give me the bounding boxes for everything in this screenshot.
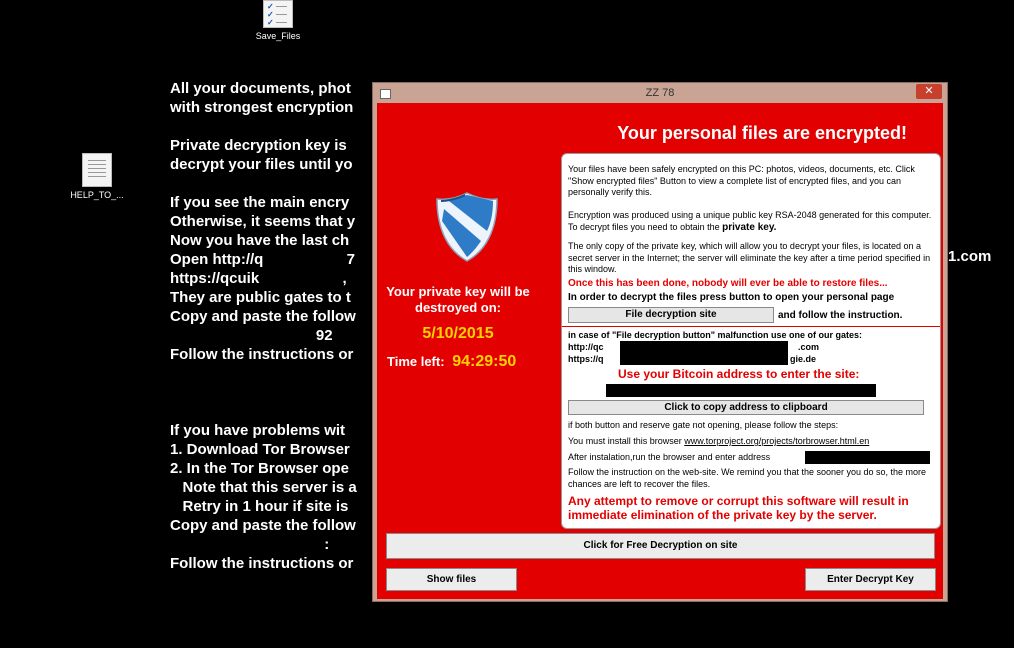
window-title: ZZ 78 (645, 87, 675, 99)
window-client (377, 103, 943, 599)
time-left-label: Time left: (387, 354, 445, 369)
desktop-icon-label: Save_Files (255, 31, 301, 41)
wallpaper-line: decrypt your files until yo (170, 156, 353, 173)
gate-link-1-suffix: .com (798, 342, 820, 352)
show-files-button[interactable]: Show files (386, 568, 517, 591)
wallpaper-line (170, 383, 357, 402)
wallpaper-line: Private decryption key is (170, 137, 347, 154)
document-checklist-icon: ✓ ✓ ✓ (263, 0, 293, 28)
private-key-deadline-label: Your private key will be destroyed on: (386, 284, 530, 315)
panel-warning-restore: Once this has been done, nobody will ever be able to restore files... (568, 278, 888, 289)
wallpaper-line: Follow the instructions or (170, 346, 354, 363)
close-button[interactable]: ✕ (916, 84, 942, 99)
wallpaper-line: Note that this server is a (170, 479, 357, 496)
info-panel (561, 153, 941, 529)
panel-private-key-bold: private key. (722, 221, 777, 233)
copy-address-button[interactable]: Click to copy address to clipboard (568, 400, 924, 415)
wallpaper-ransom-text (170, 79, 357, 573)
after-install-text: After instalation,run the browser and enter address (568, 452, 771, 462)
wallpaper-line: 92 (170, 327, 333, 344)
wallpaper-line: Otherwise, it seems that y (170, 213, 356, 230)
desktop-icon-label: HELP_TO_... (70, 190, 124, 200)
panel-encryption-info (568, 210, 935, 233)
removal-warning: Any attempt to remove or corrupt this software will result in immediate elimination of the private key by the server. (568, 494, 909, 522)
wallpaper-line: They are public gates to t (170, 289, 351, 306)
wallpaper-line (170, 117, 357, 136)
time-left (387, 353, 516, 371)
wallpaper-line (170, 402, 357, 421)
desktop-icon-save-files[interactable] (243, 0, 313, 41)
panel-personal-page-text: In order to decrypt the files press button to open your personal page (568, 292, 895, 303)
follow-website-text: Follow the instruction on the web-site. We remind you that the sooner you do so, the more chances are left to recover the files. (568, 467, 927, 489)
wallpaper-line: Retry in 1 hour if site is (170, 498, 349, 515)
redacted-gate-addresses (620, 341, 788, 365)
wallpaper-line: with strongest encryption (170, 99, 354, 116)
wallpaper-line (170, 174, 357, 193)
gate-link-2-prefix: https://q (568, 354, 604, 364)
gate-link-1-prefix: http://qc (568, 342, 604, 352)
install-browser-text (568, 436, 935, 448)
wallpaper-line: 2. In the Tor Browser ope (170, 460, 349, 477)
bitcoin-address-label: Use your Bitcoin address to enter the site: (618, 367, 860, 381)
window-titlebar[interactable] (373, 83, 947, 103)
enter-decrypt-key-button[interactable]: Enter Decrypt Key (805, 568, 936, 591)
panel-encryption-text: Encryption was produced using a unique public key RSA-2048 generated for this computer. To decrypt files you need to obtain the (568, 210, 932, 232)
file-decryption-site-button[interactable]: File decryption site (568, 307, 774, 323)
wallpaper-line (170, 364, 357, 383)
wallpaper-line: Copy and paste the follow (170, 308, 356, 325)
wallpaper-line: Copy and paste the follow (170, 517, 356, 534)
panel-secret-server: The only copy of the private key, which will allow you to decrypt your files, is located on a secret server in the Internet; the server will eliminate the key after a time period specified in this window. (568, 241, 931, 274)
wallpaper-text-fragment: 1.com (948, 248, 992, 265)
shield-icon (435, 191, 499, 263)
redacted-bitcoin-address (606, 384, 876, 397)
desktop-icon-help-file[interactable] (62, 153, 132, 200)
destroy-date: 5/10/2015 (422, 325, 494, 342)
wallpaper-line: If you have problems wit (170, 422, 346, 439)
free-decryption-button[interactable]: Click for Free Decryption on site (386, 533, 935, 559)
wallpaper-line: If you see the main encry (170, 194, 350, 211)
install-browser-prefix: You must install this browser (568, 436, 682, 446)
gate-link-2-suffix: gie.de (790, 354, 817, 364)
wallpaper-line: Now you have the last ch (170, 232, 350, 249)
tor-browser-link[interactable]: www.torproject.org/projects/torbrowser.html.en (684, 436, 870, 446)
panel-intro: Your files have been safely encrypted on this PC: photos, videos, documents, etc. Click "Show encrypted files" Button to view a complete list of encrypted files, and you can personally verify this. (568, 164, 915, 197)
wallpaper-line: : (170, 536, 330, 553)
wallpaper-line: https://qcuik , (170, 270, 347, 287)
main-heading: Your personal files are encrypted! (617, 123, 907, 143)
wallpaper-line: 1. Download Tor Browser (170, 441, 350, 458)
window-menu-icon[interactable] (380, 89, 391, 99)
wallpaper-line: Open http://q 7 (170, 251, 356, 268)
text-file-icon (82, 153, 112, 187)
fallback-steps-text: if both button and reserve gate not opening, please follow the steps: (568, 420, 839, 430)
follow-instruction-text: and follow the instruction. (778, 310, 903, 321)
gates-malfunction-text: in case of "File decryption button" malfunction use one of our gates: (568, 330, 863, 340)
redacted-onion-address (805, 451, 930, 464)
time-left-countdown: 94:29:50 (452, 353, 517, 370)
panel-divider (562, 326, 940, 327)
wallpaper-line: All your documents, phot (170, 80, 351, 97)
ransom-window (372, 82, 948, 602)
wallpaper-line: Follow the instructions or (170, 555, 354, 572)
